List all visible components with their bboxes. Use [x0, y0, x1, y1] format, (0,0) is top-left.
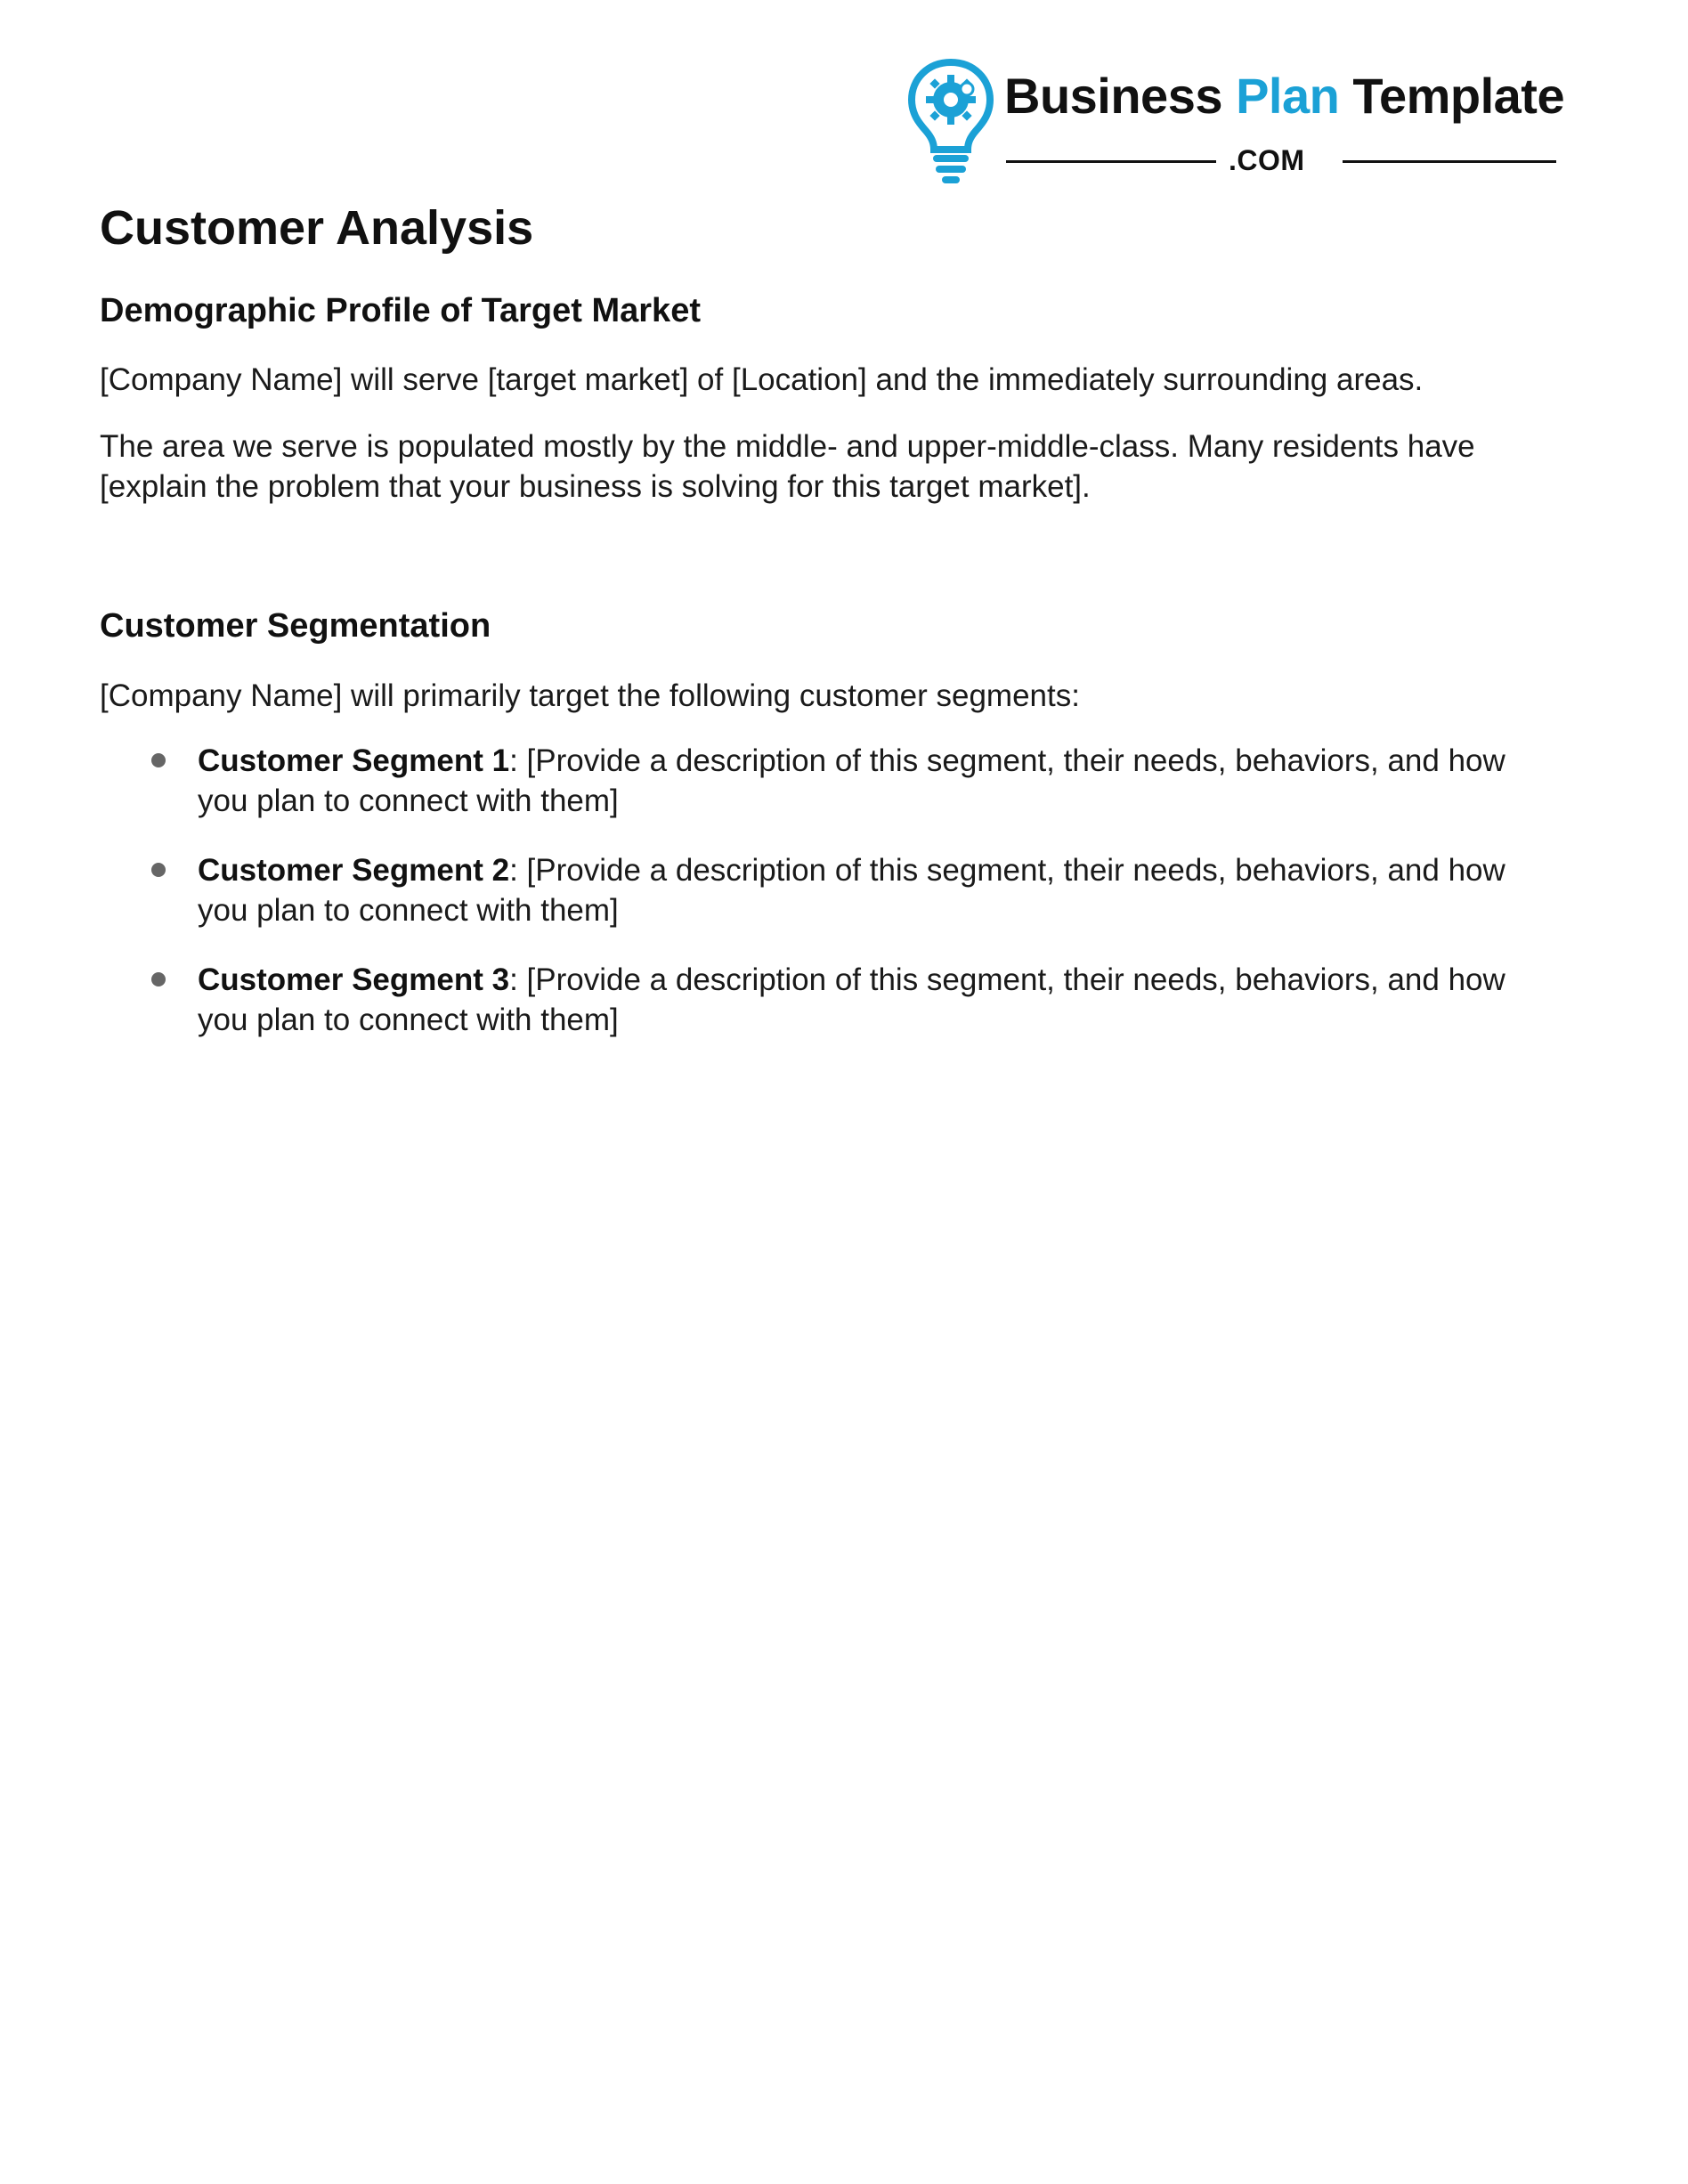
segment-description: : [Provide a description of this segment, their needs, behaviors, and how you plan to connect with them]	[198, 962, 1505, 1037]
bullet-icon	[151, 753, 166, 767]
bullet-icon	[151, 863, 166, 877]
document-body	[100, 199, 1560, 1069]
brand-word-template: Template	[1352, 68, 1565, 124]
bullet-icon	[151, 972, 166, 986]
brand-word-business: Business	[1004, 68, 1222, 124]
brand-divider-left	[1006, 160, 1216, 163]
brand-logo	[906, 57, 1565, 199]
section-heading-demographic-profile: Demographic Profile of Target Market	[100, 291, 701, 329]
segment-list	[100, 741, 1560, 1040]
list-item-segment-3	[100, 960, 1560, 1040]
segment-label: Customer Segment 2	[198, 852, 510, 888]
brand-word-plan: Plan	[1236, 68, 1340, 124]
brand-divider-right	[1343, 160, 1556, 163]
paragraph-demographic-2: The area we serve is populated mostly by the middle- and upper-middle-class. Many residents have [explain the problem that your business is solving for this target market].	[100, 429, 1475, 505]
list-item-segment-1	[100, 741, 1560, 821]
brand-domain-row	[1006, 142, 1556, 178]
lightbulb-gear-icon	[906, 57, 995, 191]
brand-name	[1004, 68, 1565, 124]
paragraph-segmentation-intro: [Company Name] will primarily target the following customer segments:	[100, 678, 1080, 713]
segment-label: Customer Segment 1	[198, 743, 510, 778]
list-item-segment-2	[100, 850, 1560, 930]
section-heading-customer-segmentation: Customer Segmentation	[100, 607, 491, 645]
brand-domain: .COM	[1229, 144, 1305, 176]
segment-description: : [Provide a description of this segment, their needs, behaviors, and how you plan to connect with them]	[198, 743, 1505, 818]
page-title: Customer Analysis	[100, 201, 534, 255]
segment-label: Customer Segment 3	[198, 962, 510, 997]
paragraph-demographic-1: [Company Name] will serve [target market] of [Location] and the immediately surrounding areas.	[100, 362, 1424, 398]
segment-description: : [Provide a description of this segment, their needs, behaviors, and how you plan to connect with them]	[198, 852, 1505, 928]
